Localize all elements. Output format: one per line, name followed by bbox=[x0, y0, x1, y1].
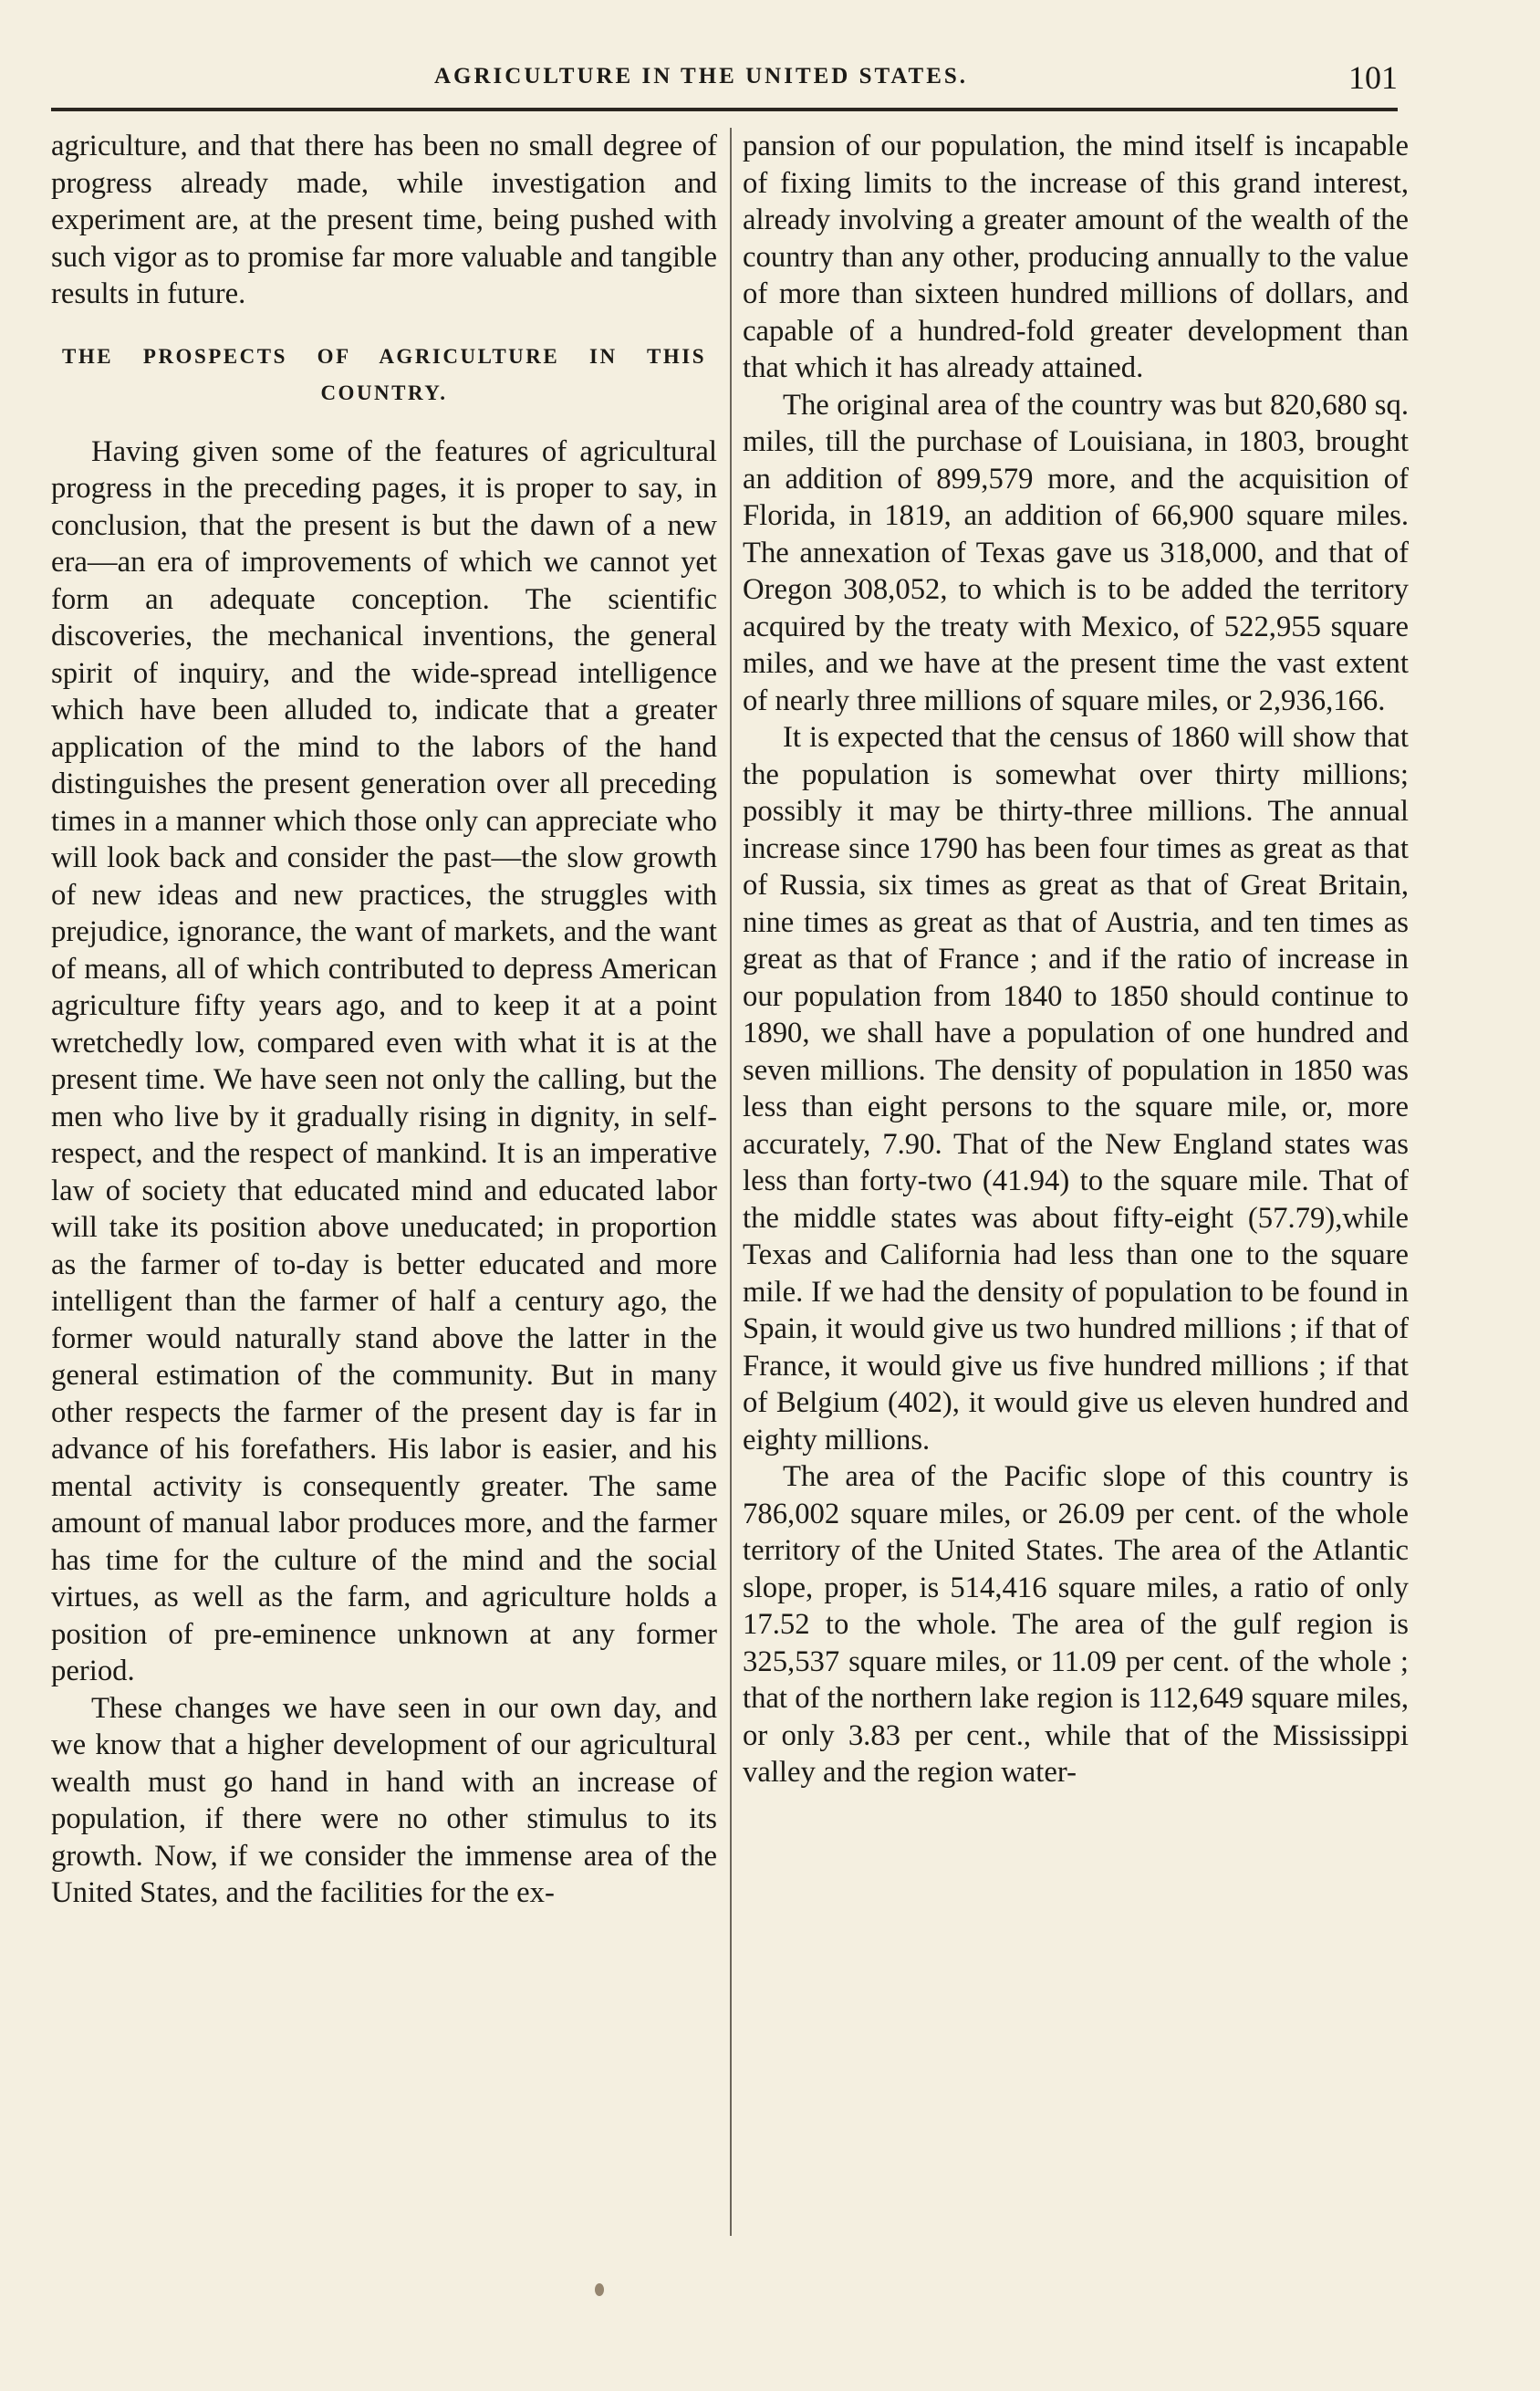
column-divider bbox=[730, 128, 732, 2236]
running-header bbox=[51, 58, 1398, 104]
section-heading: THE PROSPECTS OF AGRICULTURE IN THIS COUNTRY. bbox=[62, 344, 706, 404]
left-column bbox=[51, 128, 717, 1912]
running-title: AGRICULTURE IN THE UNITED STATES. bbox=[434, 64, 969, 89]
header-rule bbox=[51, 108, 1398, 111]
page-number: 101 bbox=[1348, 59, 1398, 96]
paragraph: The area of the Pacific slope of this country is 786,002 square miles, or 26.09 per cent. of the whole territory of the United States. The area of the Atlantic slope, proper, is 514,416 square miles, a ratio of only 17.52 to the whole. The area of the gulf region is 325,537 square miles, or 11.09 per cent. of the whole ; that of the northern lake region is 112,649 square miles, or only 3.83 per cent., while that of the Mississippi valley and the region water- bbox=[743, 1460, 1409, 1789]
paragraph: These changes we have seen in our own day, and we know that a higher development of our agricultural wealth must go hand in hand with an increase of population, if there were no other stimulus to its growth. Now, if we consider the immense area of the United States, and the facilities for the ex- bbox=[51, 1691, 717, 1909]
paragraph: Having given some of the features of agricultural progress in the preceding pages, it is proper to say, in conclusion, that the present is but the dawn of a new era—an era of improvements of which we cannot yet form an adequate conception. The scientific discoveries, the mechanical inventions, the general spirit of inquiry, and the wide-spread intelligence which have been alluded to, indicate that a greater application of the mind to the labors of the hand distinguishes the present generation over all preceding times in a manner which those only can appreciate who will look back and consider the past—the slow growth of new ideas and new practices, the struggles with prejudice, ignorance, the want of markets, and the want of means, all of which contributed to depress American agriculture fifty years ago, and to keep it at a point wretchedly low, compared even with what it is at the present time. We have seen not only the calling, but the men who live by it gradually rising in dignity, in self-respect, and the respect of mankind. It is an imperative law of society that educated mind and educated labor will take its position above uneducated; in proportion as the farmer of to-day is better educated and more intelligent than the farmer of half a century ago, the former would naturally stand above the latter in the general estimation of the community. But in many other respects the farmer of the present day is far in advance of his forefathers. His labor is easier, and his mental activity is consequently greater. The same amount of manual labor produces more, and the farmer has time for the culture of the mind and the social virtues, as well as the farm, and agriculture holds a position of pre-eminence unknown at any former period. bbox=[51, 434, 717, 1687]
paragraph: It is expected that the census of 1860 will show that the population is somewhat over thirty millions; possibly it may be thirty-three millions. The annual increase since 1790 has been four times as great as that of Russia, six times as great as that of Great Britain, nine times as great as that of Austria, and ten times as great as that of France ; and if the ratio of increase in our population from 1840 to 1850 should continue to 1890, we shall have a population of one hundred and seven millions. The density of population in 1850 was less than eight persons to the square mile, or, more accurately, 7.90. That of the New England states was less than forty-two (41.94) to the square mile. That of the middle states was about fifty-eight (57.79),while Texas and California had less than one to the square mile. If we had the density of population to be found in Spain, it would give us two hundred millions ; if that of France, it would give us five hundred millions ; if that of Belgium (402), it would give us eleven hundred and eighty millions. bbox=[743, 721, 1409, 1457]
ink-spot bbox=[595, 2283, 604, 2296]
paragraph: The original area of the country was but 820,680 sq. miles, till the purchase of Louisiana, in 1803, brought an addition of 899,579 more, and the acquisition of Florida, in 1819, an addition of 66,900 square miles. The annexation of Texas gave us 318,000, and that of Oregon 308,052, to which is to be added the territory acquired by the treaty with Mexico, of 522,955 square miles, and we have at the present time the vast extent of nearly three millions of square miles, or 2,936,166. bbox=[743, 388, 1409, 717]
paragraph-continued: pansion of our population, the mind itself is incapable of fixing limits to the increase of this grand interest, already involving a greater amount of the wealth of the country than any other, producing annually to the value of more than sixteen hundred millions of dollars, and capable of a hundred-fold greater development than that which it has already attained. bbox=[743, 130, 1409, 384]
right-column bbox=[743, 128, 1409, 1791]
paragraph-continued: agriculture, and that there has been no small degree of progress already made, while investigation and experiment are, at the present time, being pushed with such vigor as to promise far more valuable and tangible results in future. bbox=[51, 130, 717, 310]
